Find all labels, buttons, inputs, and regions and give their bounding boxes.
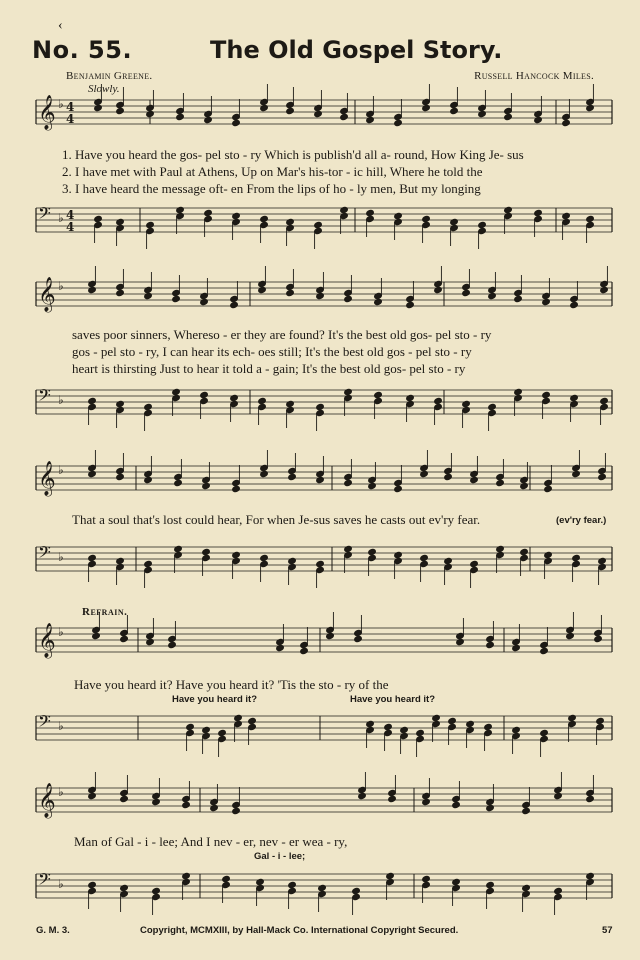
refrain-bass-echo-3: Gal - i - lee; (254, 851, 306, 862)
note-head (116, 107, 125, 114)
note-head (388, 795, 397, 802)
note-head (202, 482, 211, 489)
treble-clef-icon: 𝄞 (38, 623, 56, 658)
note-head (586, 872, 595, 879)
note-head (450, 107, 459, 114)
note-head (144, 403, 153, 410)
note-head (318, 884, 327, 891)
note-head (152, 887, 161, 894)
note-head (394, 212, 403, 219)
note-head (572, 554, 581, 561)
note-head (514, 295, 523, 302)
note-head (462, 400, 471, 407)
note-head (316, 560, 325, 567)
note-head (540, 647, 549, 654)
note-head (486, 641, 495, 648)
note-head (554, 887, 563, 894)
note-head (484, 723, 493, 730)
note-head (394, 551, 403, 558)
system1-verse1-lyrics: 1. Have you heard the gos- pel sto - ry Which is publish'd all a- round, How King Je- sus (62, 147, 524, 162)
note-head (340, 113, 349, 120)
note-head (434, 397, 443, 404)
note-head (200, 298, 209, 305)
note-head (120, 635, 129, 642)
note-head (486, 881, 495, 888)
note-head (420, 554, 429, 561)
tempo-marking: Slowly. (88, 83, 120, 95)
note-head (394, 485, 403, 492)
note-head (232, 807, 241, 814)
note-head (512, 726, 521, 733)
note-head (260, 554, 269, 561)
system3-lyrics: That a soul that's lost could hear, For when Je-sus saves he casts out ev'ry fear. (72, 512, 481, 527)
time-signature: 4 (66, 208, 75, 222)
note-head (422, 798, 431, 805)
note-head (116, 473, 125, 480)
note-head (368, 482, 377, 489)
note-head (202, 548, 211, 555)
note-head (172, 295, 181, 302)
note-head (416, 729, 425, 736)
note-head (286, 107, 295, 114)
note-head (456, 638, 465, 645)
note-head (540, 729, 549, 736)
treble-clef-icon: 𝄞 (38, 277, 56, 312)
composer-credit: Russell Hancock Miles. (474, 70, 594, 82)
note-head (444, 473, 453, 480)
note-head (504, 206, 513, 213)
note-head (452, 801, 461, 808)
note-head (344, 545, 353, 552)
note-head (344, 388, 353, 395)
note-head (570, 394, 579, 401)
note-head (314, 110, 323, 117)
note-head (176, 206, 185, 213)
note-head (512, 644, 521, 651)
bass-clef-icon: 𝄢 (38, 203, 51, 227)
note-head (432, 714, 441, 721)
note-head (210, 804, 219, 811)
note-head (144, 476, 153, 483)
note-head (232, 212, 241, 219)
note-head (116, 218, 125, 225)
note-head (230, 394, 239, 401)
note-head (598, 557, 607, 564)
note-head (276, 644, 285, 651)
key-flat-icon: ♭ (58, 877, 64, 891)
note-head (230, 301, 239, 308)
note-head (598, 473, 607, 480)
time-signature: 4 (66, 100, 75, 114)
key-flat-icon: ♭ (58, 279, 64, 293)
note-head (394, 119, 403, 126)
note-head (406, 301, 415, 308)
note-head (520, 548, 529, 555)
note-head (352, 887, 361, 894)
refrain-lyrics-1: Have you heard it? Have you heard it? 'Tis the sto - ry of the (74, 677, 389, 692)
note-head (566, 632, 575, 639)
note-head (176, 113, 185, 120)
note-head (434, 286, 443, 293)
key-flat-icon: ♭ (58, 550, 64, 564)
refrain-lyrics-2: Man of Gal - i - lee; And I nev - er, nev - er wea - ry, (74, 834, 348, 849)
note-head (562, 212, 571, 219)
note-head (478, 110, 487, 117)
system2-verse2-lyrics: gos - pel sto - ry, I can hear its ech- oes still; It's the best old gos - pel sto - ry (72, 344, 472, 359)
bass-clef-icon: 𝄢 (38, 869, 51, 893)
page-number: 57 (602, 925, 613, 936)
note-head (116, 289, 125, 296)
bass-clef-icon: 𝄢 (38, 385, 51, 409)
note-head (88, 792, 97, 799)
note-head (572, 470, 581, 477)
time-signature: 4 (66, 220, 75, 234)
note-head (422, 875, 431, 882)
note-head (120, 884, 129, 891)
note-head (422, 215, 431, 222)
note-head (202, 726, 211, 733)
note-head (168, 641, 177, 648)
note-head (116, 400, 125, 407)
note-head (234, 714, 243, 721)
note-head (288, 881, 297, 888)
note-head (174, 479, 183, 486)
note-head (366, 720, 375, 727)
note-head (256, 878, 265, 885)
key-flat-icon: ♭ (58, 625, 64, 639)
note-head (120, 795, 129, 802)
note-head (462, 289, 471, 296)
note-head (94, 215, 103, 222)
note-head (544, 485, 553, 492)
note-head (386, 872, 395, 879)
system1-verse3-lyrics: 3. I have heard the message oft- en From the lips of ho - ly men, But my longing (62, 181, 481, 196)
note-head (504, 113, 513, 120)
treble-clef-icon: 𝄞 (38, 783, 56, 818)
note-head (554, 792, 563, 799)
note-head (470, 560, 479, 567)
note-head (374, 391, 383, 398)
key-flat-icon: ♭ (58, 785, 64, 799)
key-flat-icon: ♭ (58, 211, 64, 225)
note-head (88, 397, 97, 404)
refrain-label: Refrain. (82, 606, 128, 618)
note-head (486, 804, 495, 811)
note-head (248, 717, 257, 724)
note-head (594, 635, 603, 642)
note-head (534, 116, 543, 123)
note-head (316, 476, 325, 483)
footer-code: G. M. 3. (36, 925, 70, 936)
note-head (218, 729, 227, 736)
note-head (520, 482, 529, 489)
note-head (384, 723, 393, 730)
note-head (186, 723, 195, 730)
note-head (182, 801, 191, 808)
note-head (200, 391, 209, 398)
note-head (316, 403, 325, 410)
key-flat-icon: ♭ (58, 719, 64, 733)
lyricist-credit: Benjamin Greene. (66, 70, 153, 82)
note-head (496, 545, 505, 552)
time-signature: 4 (66, 112, 75, 126)
note-head (340, 206, 349, 213)
note-head (522, 884, 531, 891)
note-head (260, 104, 269, 111)
system2-verse1-lyrics: saves poor sinners, Whereso - er they are found? It's the best old gos- pel sto - ry (72, 327, 492, 342)
note-head (222, 875, 231, 882)
key-flat-icon: ♭ (58, 463, 64, 477)
note-head (258, 286, 267, 293)
bass-clef-icon: 𝄢 (38, 542, 51, 566)
note-head (514, 388, 523, 395)
note-head (260, 215, 269, 222)
note-head (358, 792, 367, 799)
note-head (204, 209, 213, 216)
note-head (88, 554, 97, 561)
bass-clef-icon: 𝄢 (38, 711, 51, 735)
note-head (586, 215, 595, 222)
copyright-notice: Copyright, MCMXIII, by Hall-Mack Co. International Copyright Secured. (140, 925, 459, 936)
note-head (288, 473, 297, 480)
hymn-number: No. 55. (32, 36, 133, 64)
note-head (182, 872, 191, 879)
note-head (522, 807, 531, 814)
note-head (600, 397, 609, 404)
note-head (354, 635, 363, 642)
note-head (600, 286, 609, 293)
note-head (260, 470, 269, 477)
note-head (534, 209, 543, 216)
note-head (316, 292, 325, 299)
note-head (466, 720, 475, 727)
note-head (92, 632, 101, 639)
note-head (172, 388, 181, 395)
note-head (232, 485, 241, 492)
note-head (88, 286, 97, 293)
header-mark: ‹ (58, 18, 63, 33)
note-head (586, 795, 595, 802)
refrain-bass-echo-1: Have you heard it? (172, 694, 257, 705)
treble-clef-icon: 𝄞 (38, 95, 56, 130)
note-head (488, 292, 497, 299)
treble-clef-icon: 𝄞 (38, 461, 56, 496)
note-head (286, 289, 295, 296)
key-flat-icon: ♭ (58, 97, 64, 111)
note-head (452, 878, 461, 885)
note-head (88, 881, 97, 888)
note-head (88, 470, 97, 477)
note-head (174, 545, 183, 552)
key-flat-icon: ♭ (58, 393, 64, 407)
note-head (496, 479, 505, 486)
note-head (286, 400, 295, 407)
note-head (366, 116, 375, 123)
note-head (488, 403, 497, 410)
note-head (146, 221, 155, 228)
note-head (326, 632, 335, 639)
note-head (478, 221, 487, 228)
system2-verse3-lyrics: heart is thirsting Just to hear it told a - gain; It's the best old gos- pel sto - ry (72, 361, 466, 376)
hymn-title: The Old Gospel Story. (210, 36, 503, 64)
note-head (232, 551, 241, 558)
note-head (542, 391, 551, 398)
note-head (368, 548, 377, 555)
note-head (144, 292, 153, 299)
note-head (146, 110, 155, 117)
note-head (300, 647, 309, 654)
note-head (470, 476, 479, 483)
note-head (258, 397, 267, 404)
note-head (444, 557, 453, 564)
note-head (544, 551, 553, 558)
note-head (116, 557, 125, 564)
note-head (374, 298, 383, 305)
note-head (152, 798, 161, 805)
note-head (400, 726, 409, 733)
note-head (144, 560, 153, 567)
refrain-bass-echo-2: Have you heard it? (350, 694, 435, 705)
note-head (94, 104, 103, 111)
note-head (596, 717, 605, 724)
note-head (344, 295, 353, 302)
note-head (568, 714, 577, 721)
note-head (366, 209, 375, 216)
note-head (288, 557, 297, 564)
note-head (286, 218, 295, 225)
note-head (232, 119, 241, 126)
note-head (450, 218, 459, 225)
note-head (420, 470, 429, 477)
system3-echo: (ev'ry fear.) (556, 515, 607, 526)
note-head (586, 104, 595, 111)
note-head (204, 116, 213, 123)
note-head (146, 638, 155, 645)
note-head (542, 298, 551, 305)
note-head (406, 394, 415, 401)
note-head (448, 717, 457, 724)
note-head (562, 119, 571, 126)
system1-verse2-lyrics: 2. I have met with Paul at Athens, Up on Mar's his-tor - ic hill, Where he told the (62, 164, 483, 179)
note-head (344, 479, 353, 486)
note-head (314, 221, 323, 228)
note-head (570, 301, 579, 308)
note-head (422, 104, 431, 111)
